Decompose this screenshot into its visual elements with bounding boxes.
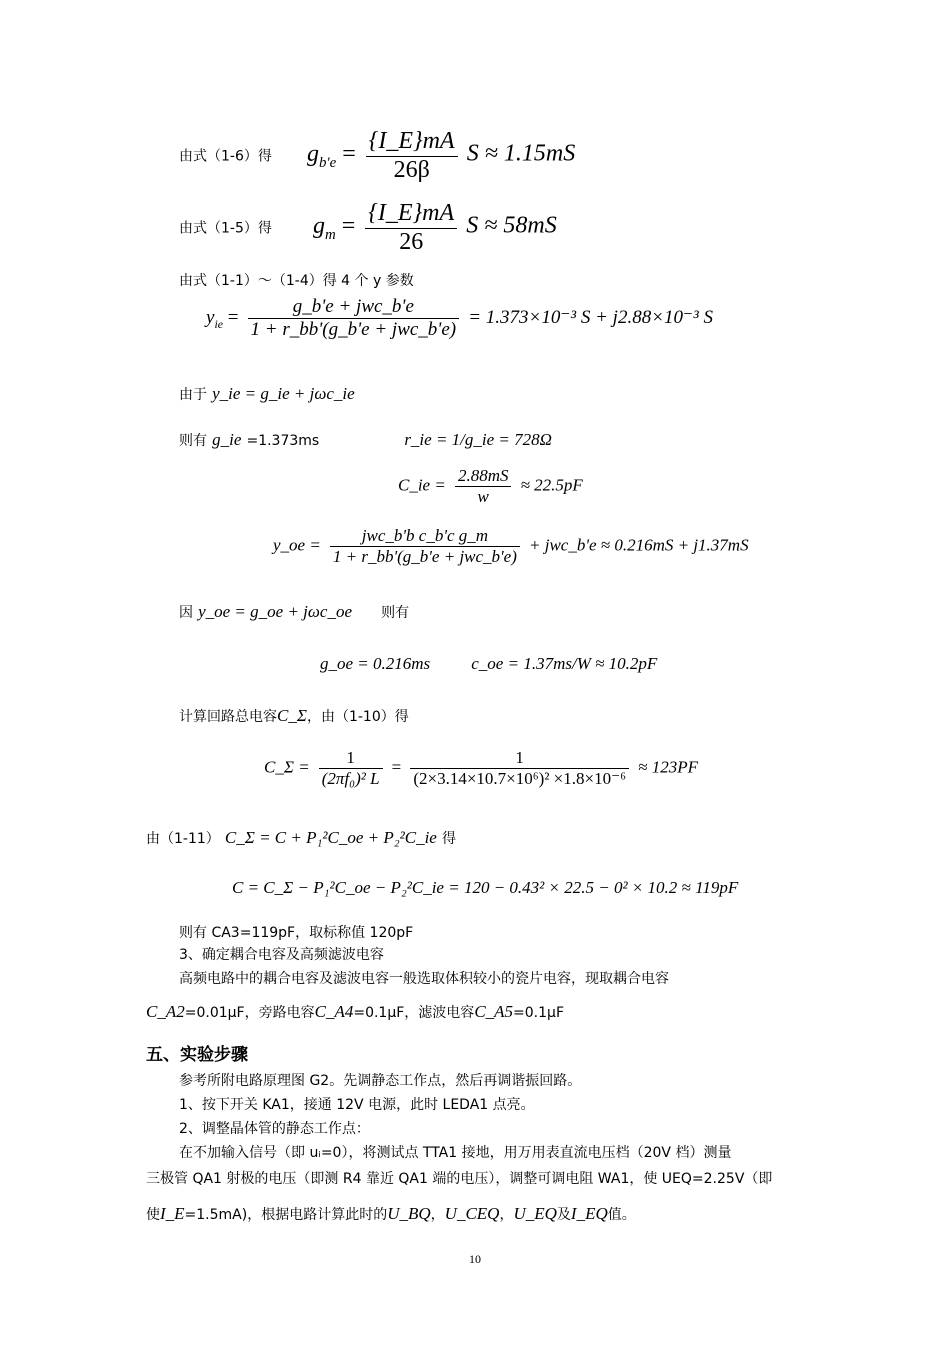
equation-yoe-def bbox=[179, 602, 409, 622]
text-line: 由式（1-1）～（1-4）得 4 个 y 参数 bbox=[179, 273, 414, 289]
eq-fraction-1: $\frac{1}{\text{(2πf₀)² L}}$ bbox=[319, 748, 383, 788]
text-line: 3、确定耦合电容及高频滤波电容 bbox=[179, 947, 384, 963]
eq-fraction: $\frac{\{I\_E\}mA}{26}$ bbox=[365, 200, 457, 256]
equation-yoe bbox=[273, 526, 749, 566]
eq-prefix: 则有 bbox=[179, 433, 207, 449]
eq-rie: r_ie = 1/g_ie = 728Ω bbox=[404, 430, 552, 449]
text-line: 在不加输入信号（即 uᵢ=0），将测试点 TTA1 接地，用万用表直流电压档（20V 档）测量 bbox=[179, 1145, 732, 1161]
eq-fraction: $\frac{2.88mS}{w}$ bbox=[455, 466, 512, 506]
equation-yie-def bbox=[179, 384, 355, 404]
section-heading: 五、实验步骤 bbox=[146, 1045, 248, 1065]
eq-fraction: $\frac{\text{jwc\_b'b c\_b'c g\_m}}{\text{1 + r\_bb'(g\_b'e + jwc\_b'e)}}$ bbox=[330, 526, 520, 566]
eq-value: =1.373ms bbox=[246, 433, 320, 449]
equation-cie bbox=[398, 466, 583, 506]
equation-gbe bbox=[179, 128, 575, 184]
text-line: 2、调整晶体管的静态工作点： bbox=[179, 1121, 370, 1137]
eq-coe: c_oe = 1.37ms/W ≈ 10.2pF bbox=[471, 654, 658, 673]
equation-gm bbox=[179, 200, 557, 256]
eq-rhs: S ≈ 1.15mS bbox=[466, 140, 576, 167]
text-line-capacitors: C_A2=0.01μF，旁路电容C_A4=0.1μF，滤波电容C_A5=0.1μF bbox=[146, 1002, 565, 1021]
eq-body: y_oe = g_oe + jωc_oe bbox=[198, 602, 352, 621]
eq-fraction: $\frac{\text{g\_b'e + jwc\_b'e}}{\text{1 + r\_bb'(g\_b'e + jwc\_b'e)}}$ bbox=[248, 296, 460, 341]
eq-suffix: 则有 bbox=[381, 605, 410, 621]
text-line: 计算回路总电容C_Σ，由（1-10）得 bbox=[179, 706, 409, 725]
eq-lhs: $g_{b'e}$ = bbox=[306, 140, 356, 171]
page-number: 10 bbox=[469, 1252, 481, 1266]
equation-c: C = C_Σ − P₁²C_oe − P₂²C_ie = 120 − 0.43² × 22.5 − 0² × 10.2 ≈ 119pF bbox=[232, 878, 739, 897]
equation-gie bbox=[179, 430, 552, 450]
text-line: 高频电路中的耦合电容及滤波电容一般选取体积较小的瓷片电容，现取耦合电容 bbox=[179, 971, 669, 987]
equation-goe-coe bbox=[320, 654, 657, 674]
eq-symbol: g_ie bbox=[212, 430, 242, 449]
eq-rhs: ≈ 22.5pF bbox=[520, 475, 583, 495]
eq-goe: g_oe = 0.216ms bbox=[320, 654, 431, 673]
equation-yie bbox=[206, 296, 713, 341]
eq-prefix: 因 bbox=[179, 605, 193, 621]
eq-prefix: 由于 bbox=[179, 387, 207, 403]
text-line: 参考所附电路原理图 G2。先调静态工作点，然后再调谐振回路。 bbox=[179, 1073, 582, 1089]
eq-lhs: C_Σ = bbox=[264, 757, 310, 777]
eq-lhs: y_oe = bbox=[273, 535, 321, 555]
eq-fraction: $\frac{\{I\_E\}mA}{26\beta}$ bbox=[366, 128, 458, 184]
eq-fraction-2: $\frac{1}{\text{(2×3.14×10.7×10⁶)² ×1.8×10⁻⁶}}$ bbox=[410, 748, 629, 788]
eq-prefix: 由式（1-5）得 bbox=[179, 220, 272, 237]
text-line: 则有 CA3=119pF，取标称值 120pF bbox=[179, 925, 414, 941]
eq-lhs: $y_{ie}$ = bbox=[206, 306, 239, 331]
eq-lhs: C_ie = bbox=[398, 475, 446, 495]
eq-prefix: 由式（1-6）得 bbox=[179, 148, 272, 165]
eq-body: y_ie = g_ie + jωc_ie bbox=[212, 384, 355, 403]
eq-rhs: + jwc_b'e ≈ 0.216mS + j1.37mS bbox=[529, 535, 749, 555]
eq-rhs: ≈ 123PF bbox=[638, 757, 698, 777]
eq-rhs: = 1.373×10⁻³ S + j2.88×10⁻³ S bbox=[468, 306, 713, 328]
eq-rhs: S ≈ 58mS bbox=[466, 212, 557, 239]
text-line: 三极管 QA1 射极的电压（即测 R4 靠近 QA1 端的电压），调整可调电阻 WA1，使 UEQ=2.25V（即 bbox=[146, 1171, 773, 1187]
equation-csigma-def: 由（1-11） C_Σ = C + P₁²C_oe + P₂²C_ie 得 bbox=[146, 828, 456, 847]
text-line: 1、按下开关 KA1，接通 12V 电源，此时 LEDA1 点亮。 bbox=[179, 1097, 535, 1113]
equation-csigma: C_Σ = $\frac{1}{\text{(2πf₀)² L}}$ = $\frac{1}{\text{(2×3.14×10.7×10⁶)² ×1.8×10⁻⁶}}$ ≈ 123PF bbox=[264, 748, 698, 788]
eq-lhs: $g_m$ = bbox=[312, 212, 356, 243]
text-line-quiescent: 使I_E=1.5mA)，根据电路计算此时的U_BQ，U_CEQ，U_EQ及I_EQ值。 bbox=[146, 1204, 636, 1223]
